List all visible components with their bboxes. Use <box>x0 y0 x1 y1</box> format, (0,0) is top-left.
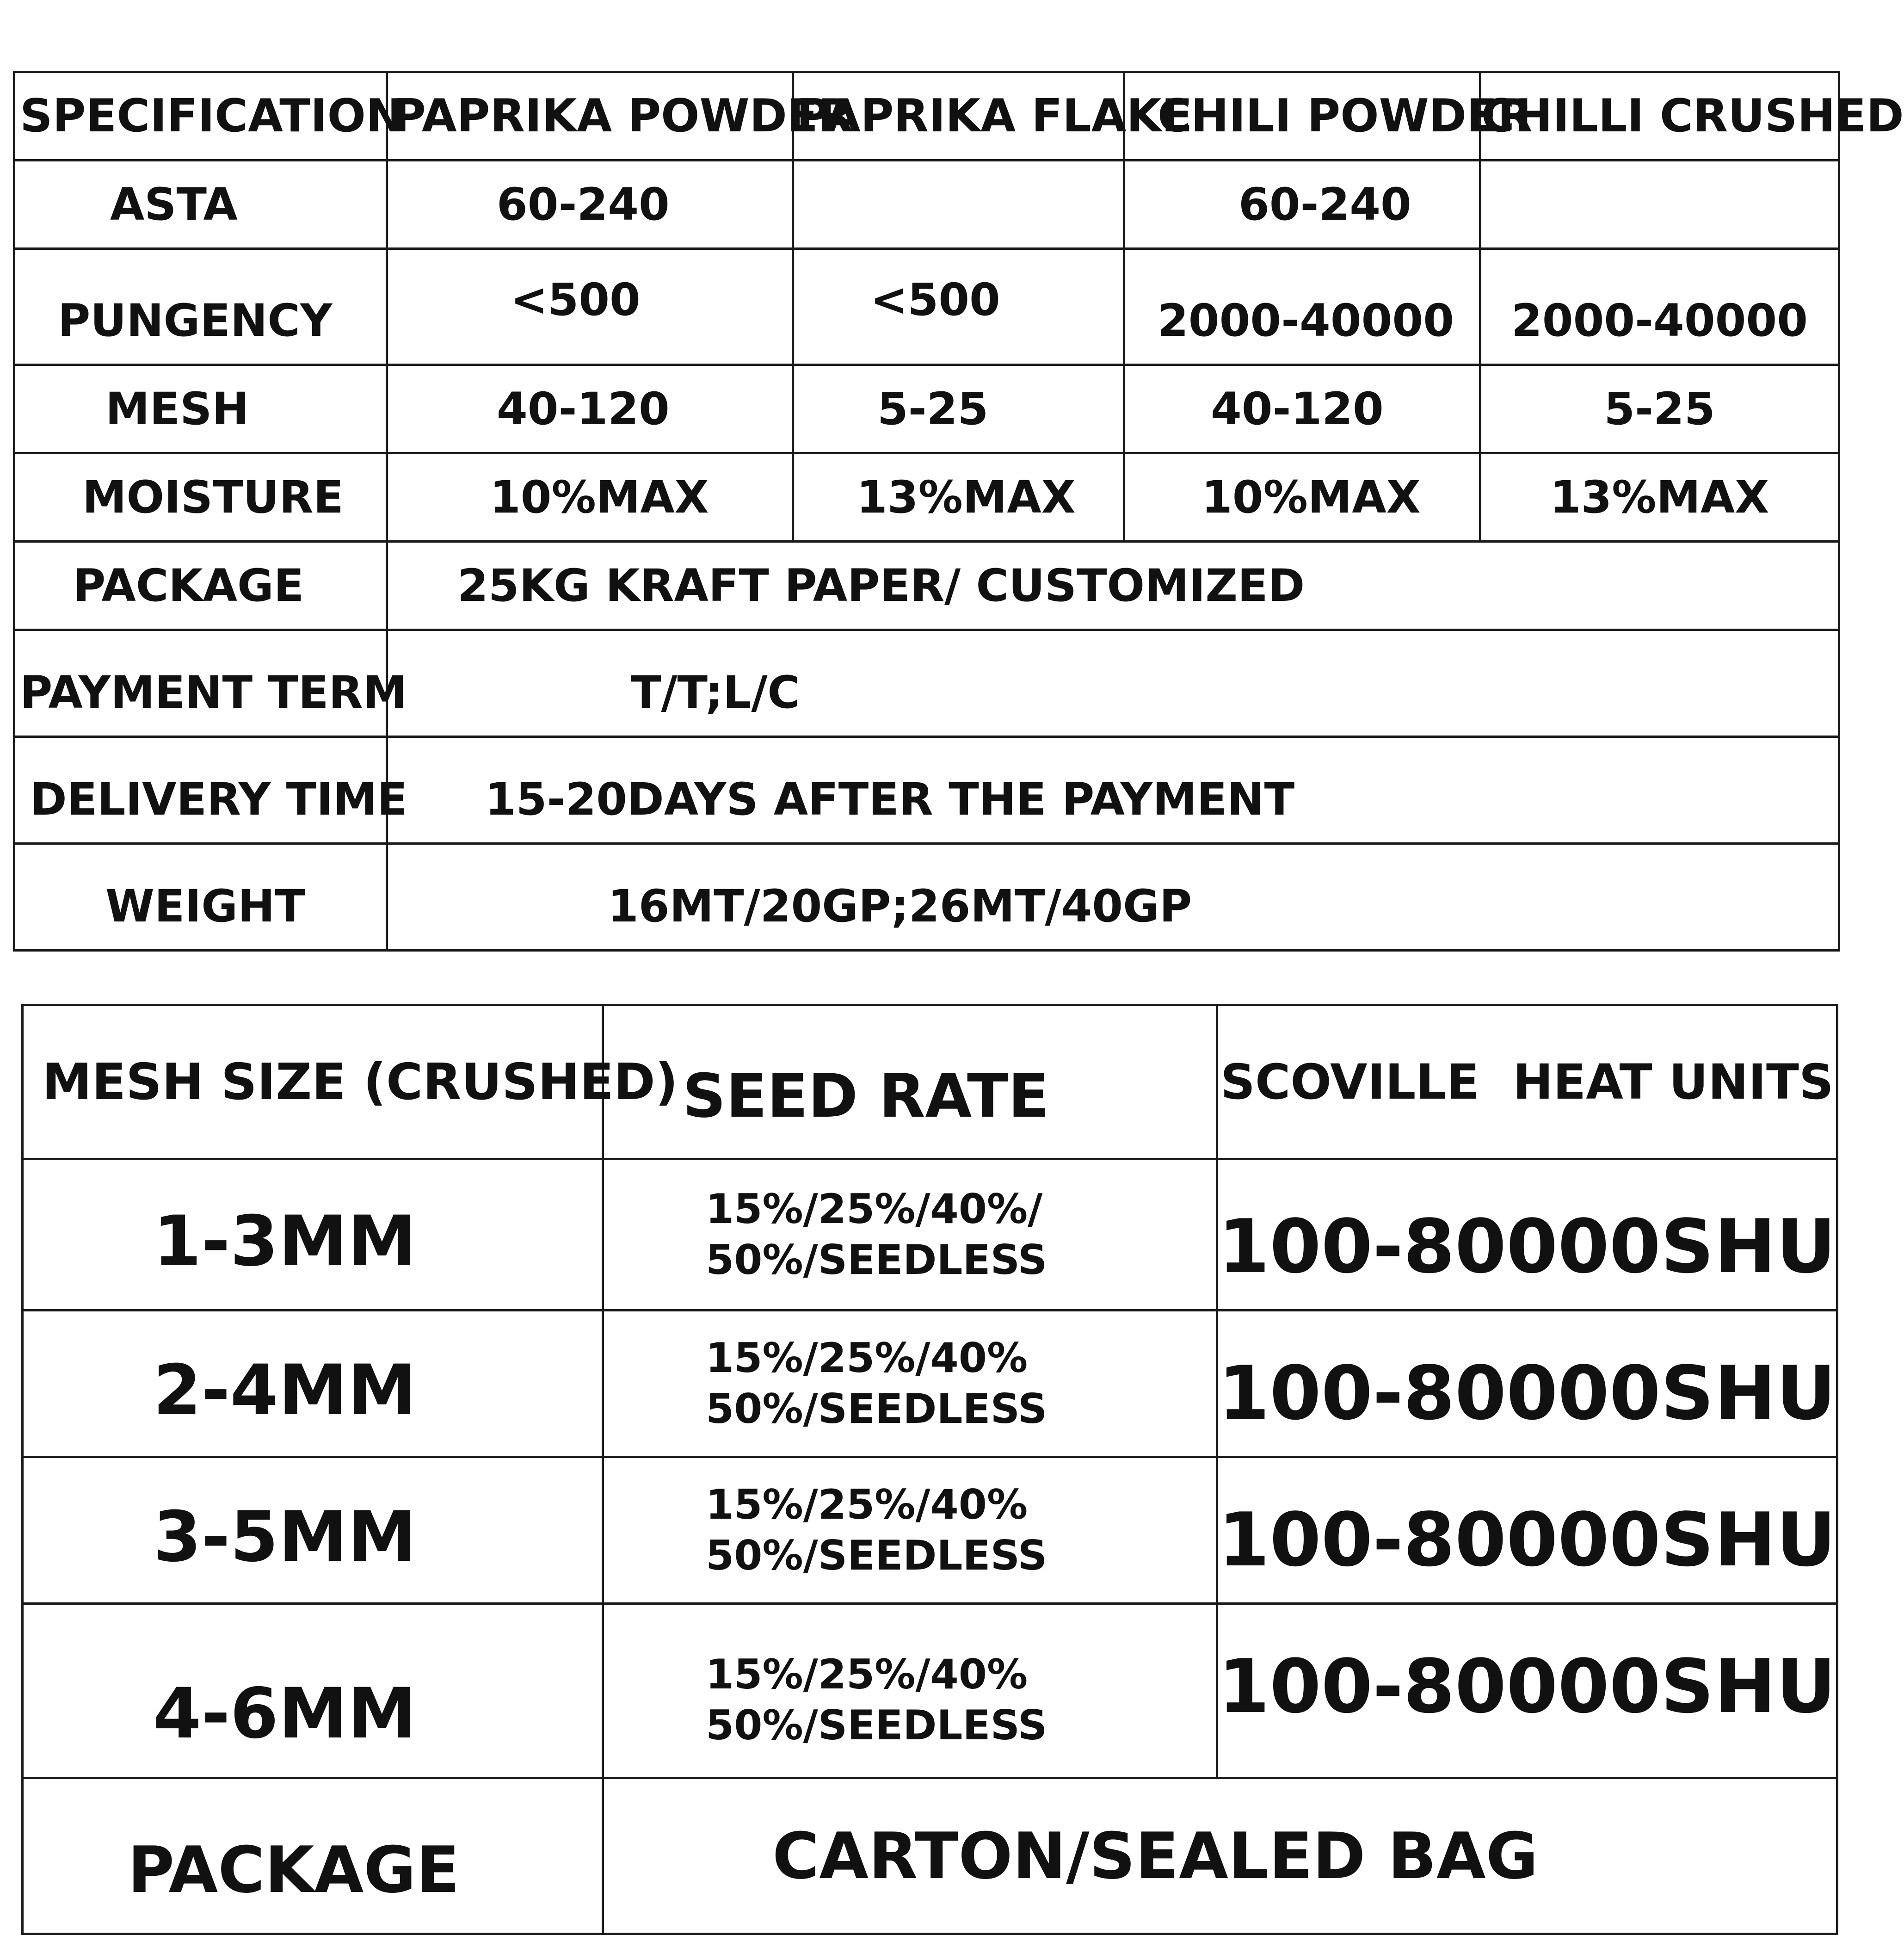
spec-span-value: 25KG KRAFT PAPER/ CUSTOMIZED <box>387 542 1839 630</box>
spec-value: 60-240 <box>387 161 793 249</box>
scoville-value: 100-80000SHU <box>1217 1311 1837 1457</box>
spec-label: WEIGHT <box>14 844 387 951</box>
spec-span-value: 15-20DAYS AFTER THE PAYMENT <box>387 737 1839 844</box>
crushed-header-row <box>23 1005 1837 1159</box>
spec-header-chilli-crushed: CHILLI CRUSHED <box>1480 72 1839 161</box>
mesh-size: 1-3MM <box>23 1159 603 1311</box>
spec-label: PACKAGE <box>14 542 387 630</box>
scoville-value: 100-80000SHU <box>1217 1604 1837 1778</box>
crushed-row-3-5mm <box>23 1457 1837 1604</box>
mesh-size: 3-5MM <box>23 1457 603 1604</box>
spec-label: DELIVERY TIME <box>14 737 387 844</box>
spec-value: 2000-40000 <box>1124 249 1480 365</box>
spec-label: ASTA <box>14 161 387 249</box>
spec-value: 13%MAX <box>1480 453 1839 542</box>
spec-value: 5-25 <box>793 365 1124 453</box>
seed-rate-line: 15%/25%/40% <box>706 1481 1028 1528</box>
spec-value: 2000-40000 <box>1480 249 1839 365</box>
crushed-header-mesh-size: MESH SIZE (CRUSHED) <box>23 1005 603 1159</box>
seed-rate-line: 15%/25%/40% <box>706 1334 1028 1382</box>
spec-header-paprika-flake: PAPRIKA FLAKE <box>793 72 1124 161</box>
crushed-row-package <box>23 1778 1837 1934</box>
spec-row-payment-term <box>14 630 1839 737</box>
package-label: PACKAGE <box>23 1778 603 1934</box>
crushed-row-2-4mm <box>23 1311 1837 1457</box>
crushed-row-4-6mm <box>23 1604 1837 1778</box>
spec-label: PAYMENT TERM <box>14 630 387 737</box>
seed-rate <box>603 1159 1217 1311</box>
seed-rate <box>603 1311 1217 1457</box>
scoville-value: 100-80000SHU <box>1217 1159 1837 1311</box>
spec-row-moisture <box>14 453 1839 542</box>
spec-header-paprika-powder: PAPRIKA POWDER <box>387 72 793 161</box>
spec-row-delivery-time <box>14 737 1839 844</box>
seed-rate-line: 50%/SEEDLESS <box>706 1236 1048 1284</box>
spec-row-mesh <box>14 365 1839 453</box>
spec-label: PUNGENCY <box>14 249 387 365</box>
spec-value: 60-240 <box>1124 161 1480 249</box>
spec-label: MOISTURE <box>14 453 387 542</box>
spec-row-weight <box>14 844 1839 951</box>
spec-row-asta <box>14 161 1839 249</box>
spec-value: 5-25 <box>1480 365 1839 453</box>
crushed-chili-table <box>21 1004 1838 1935</box>
spec-value: <500 <box>793 249 1124 365</box>
crushed-header-scoville: SCOVILLE HEAT UNITS <box>1217 1005 1837 1159</box>
mesh-size: 4-6MM <box>23 1604 603 1778</box>
spec-span-value: 16MT/20GP;26MT/40GP <box>387 844 1839 951</box>
seed-rate-line: 15%/25%/40% <box>706 1651 1028 1698</box>
scoville-value: 100-80000SHU <box>1217 1457 1837 1604</box>
spec-value <box>793 161 1124 249</box>
spec-value: 40-120 <box>1124 365 1480 453</box>
spec-value <box>1480 161 1839 249</box>
seed-rate-line: 50%/SEEDLESS <box>706 1701 1048 1749</box>
seed-rate-line: 50%/SEEDLESS <box>706 1385 1048 1433</box>
package-value: CARTON/SEALED BAG <box>603 1778 1837 1934</box>
specification-table <box>13 71 1904 952</box>
spec-row-pungency <box>14 249 1839 365</box>
mesh-size: 2-4MM <box>23 1311 603 1457</box>
spec-value: 10%MAX <box>387 453 793 542</box>
spec-header-row <box>14 72 1839 161</box>
spec-value: 10%MAX <box>1124 453 1480 542</box>
crushed-row-1-3mm <box>23 1159 1837 1311</box>
seed-rate <box>603 1457 1217 1604</box>
seed-rate <box>603 1604 1217 1778</box>
spec-span-value: T/T;L/C <box>387 630 1839 737</box>
spec-value: <500 <box>387 249 793 365</box>
seed-rate-line: 15%/25%/40%/ <box>706 1185 1043 1233</box>
spec-row-package <box>14 542 1839 630</box>
spec-header-chili-powder: CHILI POWDER <box>1124 72 1480 161</box>
spec-value: 13%MAX <box>793 453 1124 542</box>
spec-header-specification: SPECIFICATION <box>14 72 387 161</box>
spec-value: 40-120 <box>387 365 793 453</box>
crushed-header-seed-rate: SEED RATE <box>603 1005 1217 1159</box>
spec-label: MESH <box>14 365 387 453</box>
seed-rate-line: 50%/SEEDLESS <box>706 1532 1048 1579</box>
